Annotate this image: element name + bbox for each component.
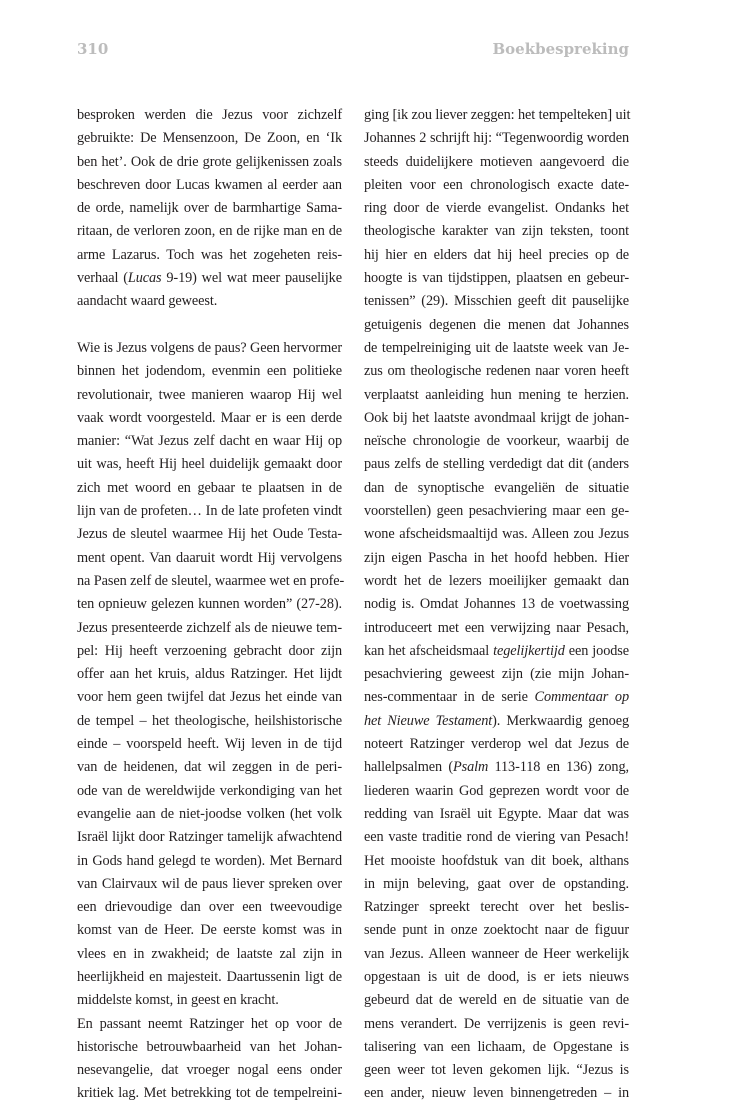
text-line: de tempel – het theologische, heilshistorische: [77, 712, 342, 729]
text-line: pleiten voor een chronologisch exacte date-: [364, 176, 629, 193]
text-line: Jezus de sleutel waarmee Hij het Oude Testa-: [77, 526, 342, 543]
text-line: Ook bij het laatste avondmaal krijgt de johan-: [364, 409, 629, 426]
text-line: de tempelreiniging uit de laatste week van Je-: [364, 339, 629, 356]
text-line: talisering van een lichaam, de Opgestane is: [364, 1038, 629, 1055]
text-line: revolutionair, twee manieren waarop Hij wel: [77, 386, 342, 403]
text-line: in Gods hand gelegd te worden). Met Bernard: [77, 852, 342, 869]
text-line: dan de synoptische evangeliën de situatie: [364, 479, 629, 496]
text-line: [364, 640, 629, 663]
text-line: evangelie aan de niet-joodse volken (het volk: [77, 805, 342, 822]
italic-text: het Nieuwe Testament: [364, 712, 493, 729]
text-line: introduceert met een verwijzing naar Pesach,: [364, 619, 629, 636]
text-line: manier: “Wat Jezus zelf dacht en waar Hij op: [77, 433, 342, 450]
text-line: heerlijkheid en majesteit. Daartussenin ligt de: [77, 968, 342, 985]
text-run: kan het afscheidsmaal: [364, 642, 494, 659]
text-line: [364, 710, 629, 733]
text-run: verhaal (: [77, 270, 128, 287]
paragraph-gap: [77, 314, 342, 337]
text-line: En passant neemt Ratzinger het op voor de: [77, 1015, 342, 1032]
text-run: 9-19) wel wat meer pauselijke: [161, 270, 342, 287]
text-line: [77, 267, 342, 290]
text-line: middelste komst, in geest en kracht.: [77, 992, 279, 1009]
running-title: Boekbespreking: [492, 40, 629, 58]
text-line: Jezus presenteerde zichzelf als de nieuwe tem-: [77, 619, 342, 636]
text-line: Wie is Jezus volgens de paus? Geen hervormer: [77, 339, 342, 356]
text-line: beschreven door Lucas kwamen al eerder aan: [77, 176, 342, 193]
text-line: nodig is. Omdat Johannes 13 de voetwassing: [364, 596, 629, 613]
text-line: een vaste traditie rond de viering van Pesach!: [364, 829, 629, 846]
text-line: vaak wordt voorgesteld. Maar er is een derde: [77, 409, 342, 426]
text-run: hallelpsalmen (: [364, 759, 453, 776]
text-line: ben het’. Ook de drie grote gelijkenissen zoals: [77, 153, 342, 170]
text-line: Ratzinger spreekt terecht over het beslis-: [364, 899, 629, 916]
text-line: van de heidenen, dat wil zeggen in de peri-: [77, 759, 342, 776]
text-line: tenissen” (29). Misschien geeft dit pauselijke: [364, 293, 629, 310]
text-line: [364, 686, 629, 709]
page-number: 310: [77, 40, 109, 58]
text-line: paus zelfs de stelling verdedigt dat dit (anders: [364, 456, 629, 473]
text-line: pesachviering geweest zijn (zie mijn Johan-: [364, 666, 629, 683]
text-line: theologische karakter van zijn teksten, toont: [364, 223, 629, 240]
text-line: offer aan het kruis, aldus Ratzinger. Het lijdt: [77, 666, 342, 683]
text-line: noteert Ratzinger verderop wel dat Jezus de: [364, 736, 629, 753]
text-line: voor hem geen twijfel dat Jezus het einde van: [77, 689, 342, 706]
text-line: zus om theologische redenen naar voren heeft: [364, 363, 629, 380]
text-line: de orde, namelijk over de barmhartige Sama-: [77, 200, 342, 217]
text-line: een ander, nieuw leven binnengetreden – in: [364, 1085, 629, 1102]
text-line: vlees en in zwakheid; de laatste zal zijn in: [77, 945, 342, 962]
text-line: geen weer tot leven gekomen lijk. “Jezus is: [364, 1062, 629, 1079]
text-line: in mijn beleving, gaat over de opstanding.: [364, 875, 629, 892]
text-line: zich met woord en gebaar te plaatsen in de: [77, 479, 342, 496]
text-line: gebruikte: De Mensenzoon, De Zoon, en ‘Ik: [77, 130, 342, 147]
text-line: van Jezus. Alleen wanneer de Heer werkelijk: [364, 945, 629, 962]
italic-text: Lucas: [127, 270, 162, 287]
text-line: historische betrouwbaarheid van het Johan-: [77, 1038, 342, 1055]
text-line: van Clairvaux wil de paus liever spreken over: [77, 875, 342, 892]
text-run: nes-commentaar in de serie: [364, 689, 535, 706]
text-line: einde – voorspeld heeft. Wij leven in de tijd: [77, 736, 342, 753]
text-line: verplaatst aanleiding hun mening te herzien.: [364, 386, 629, 403]
text-line: neïsche chronologie de voorkeur, waarbij de: [364, 433, 629, 450]
text-line: na Pasen zelf de sleutel, waarmee wet en profe-: [77, 572, 345, 589]
italic-text: tegelijkertijd: [493, 642, 565, 659]
text-line: ritaan, de verloren zoon, en de rijke man en de: [77, 223, 342, 240]
text-line: hoogte is van tijdstippen, plaatsen en gebeur-: [364, 270, 629, 287]
text-line: komst van de Heer. De eerste komst was in: [77, 922, 342, 939]
text-line: liederen waarin God geprezen wordt voor de: [364, 782, 629, 799]
text-line: ging [ik zou liever zeggen: het tempelteken] uit: [364, 107, 631, 123]
text-line: Johannes 2 schrijft hij: “Tegenwoordig worden: [364, 130, 629, 147]
text-line: ten opnieuw gelezen kunnen worden” (27-28).: [77, 596, 342, 613]
text-line: zijn eigen Pascha in het hoofd hebben. Hier: [364, 549, 629, 566]
text-line: mens verandert. De verrijzenis is geen revi-: [364, 1015, 629, 1032]
italic-text: Psalm: [452, 759, 489, 776]
text-line: getuigenis degenen die menen dat Johannes: [364, 316, 629, 333]
text-run: ). Merkwaardig genoeg: [492, 712, 629, 729]
text-line: redding van Israël uit Egypte. Maar dat was: [364, 805, 629, 822]
text-line: aandacht waard geweest.: [77, 293, 218, 310]
text-run: een joodse: [564, 642, 629, 659]
text-line: hij hier en elders dat hij heel precies op de: [364, 246, 629, 263]
text-line: sende punt in onze zoektocht naar de figuur: [364, 922, 629, 939]
text-line: Israël lijkt door Ratzinger tamelijk afwachtend: [77, 829, 342, 846]
text-line: ring door de vierde evangelist. Ondanks het: [364, 200, 629, 217]
running-head: [77, 40, 629, 64]
text-line: besproken werden die Jezus voor zichzelf: [77, 107, 342, 123]
text-line: kritiek lag. Met betrekking tot de tempelreini-: [77, 1085, 342, 1102]
text-line: [364, 756, 629, 779]
text-line: steeds duidelijkere motieven aangevoerd die: [364, 153, 629, 170]
text-line: voorstellen) geen pesachviering maar een ge-: [364, 503, 629, 520]
text-line: lijn van de profeten… In de late profeten vindt: [77, 503, 342, 520]
text-line: Het mooiste hoofdstuk van dit boek, althans: [364, 852, 629, 869]
text-line: uit was, heeft Hij heel duidelijk gemaakt door: [77, 456, 342, 473]
text-line: binnen het jodendom, evenmin een politieke: [77, 363, 342, 380]
italic-text: Commentaar op: [534, 689, 629, 706]
text-line: nesevangelie, dat vroeger nogal eens onder: [77, 1062, 342, 1079]
text-line: opgestaan is uit de dood, is er iets nieuws: [364, 968, 629, 985]
text-line: arme Lazarus. Toch was het zogeheten reis-: [77, 246, 342, 263]
text-line: ode van de wereldwijde verkondiging van het: [77, 782, 342, 799]
text-line: gebeurd dat de wereld en de situatie van de: [364, 992, 629, 1009]
left-text-column: [77, 104, 345, 1106]
text-line: een drievoudige dan over een tweevoudige: [77, 899, 342, 916]
text-line: ment opent. Van daaruit wordt Hij vervolgens: [77, 549, 342, 566]
text-line: wone afscheidsmaaltijd was. Alleen zou Jezus: [364, 526, 629, 543]
right-text-column: [364, 104, 629, 1106]
text-run: 113-118 en 136) zong,: [488, 759, 629, 776]
text-line: pel: Hij heeft verzoening gebracht door zijn: [77, 642, 342, 659]
text-line: wordt het de lezers moeilijker gemaakt dan: [364, 572, 629, 589]
